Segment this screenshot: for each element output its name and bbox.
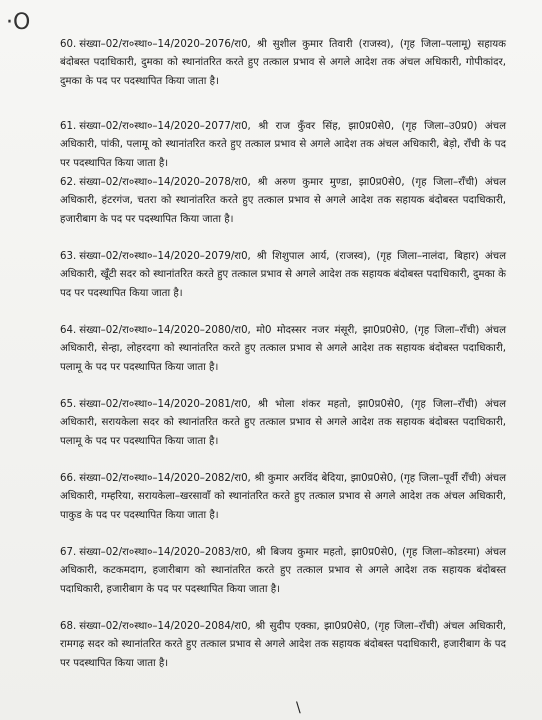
order-entry-67	[60, 544, 506, 618]
entry-text: संख्या–02/रा०स्था०–14/2020–2077/रा0, श्री राज कुँवर सिंह, झा0प्र0से0, (गृह जिला–उ0प्र0) अंचल अधिकारी, पांकी, पलामू को स्थानांतरित करते हुए तत्काल प्रभाव से अगले आदेश तक अंचल अधिकारी, बेड़ो, राँची के पद पर पदस्थापित किया जाता है।	[60, 121, 506, 169]
footer-mark: \	[296, 700, 301, 716]
order-entry-62	[60, 174, 506, 248]
entry-text: संख्या–02/रा०स्था०–14/2020–2080/रा0, मो0 मोदस्सर नजर मंसूरी, झा0प्र0से0, (गृह जिला–राँची) अंचल अधिकारी, सेन्हा, लोहरदगा को स्थानांतरित करते हुए तत्काल प्रभाव से अगले आदेश तक सहायक बंदोबस्त पदाधिकारी, पलामू के पद पर पदस्थापित किया जाता है।	[60, 325, 506, 373]
entry-text: संख्या–02/रा०स्था०–14/2020–2079/रा0, श्री शिशुपाल आर्य, (राजस्व), (गृह जिला–नालंदा, बिहार) अंचल अधिकारी, खूँटी सदर को स्थानांतरित करते हुए तत्काल प्रभाव से अगले आदेश तक सहायक बंदोबस्त पदाधिकारी, दुमका के पद पर पदस्थापित किया जाता है।	[60, 251, 506, 299]
entry-text: संख्या–02/रा०स्था०–14/2020–2076/रा0, श्री सुशील कुमार तिवारी (राजस्व), (गृह जिला–पलामू) सहायक बंदोबस्त पदाधिकारी, दुमका को स्थानांतरित करते हुए तत्काल प्रभाव से अगले आदेश तक अंचल अधिकारी, गोपीकांदर, दुमका के पद पर पदस्थापित किया जाता है।	[60, 39, 506, 87]
entry-number: 63.	[60, 251, 77, 262]
entry-number: 64.	[60, 325, 77, 336]
order-entry-66	[60, 470, 506, 544]
order-entry-68	[60, 618, 506, 692]
entry-text: संख्या–02/रा०स्था०–14/2020–2082/रा0, श्री कुमार अरविंद बेदिया, झा0प्र0से0, (गृह जिला–पूर्वी राँची) अंचल अधिकारी, गम्हरिया, सरायकेला–खरसावाँ को स्थानांतरित करते हुए तत्काल प्रभाव से अगले आदेश तक अंचल अधिकारी, पाकुड के पद पर पदस्थापित किया जाता है।	[60, 473, 506, 521]
order-entry-64	[60, 322, 506, 396]
entry-text: संख्या–02/रा०स्था०–14/2020–2084/रा0, श्री सुदीप एक्का, झा0प्र0से0, (गृह जिला–राँची) अंचल अधिकारी, रामगढ़ सदर को स्थानांतरित करते हुए तत्काल प्रभाव से अगले आदेश तक सहायक बंदोबस्त पदाधिकारी, हजारीबाग के पद पर पदस्थापित किया जाता है।	[60, 621, 506, 669]
entry-number: 65.	[60, 399, 77, 410]
entry-number: 60.	[60, 39, 77, 50]
entry-number: 68.	[60, 621, 77, 632]
entry-text: संख्या–02/रा०स्था०–14/2020–2081/रा0, श्री भोला शंकर महतो, झा0प्र0से0, (गृह जिला–राँची) अंचल अधिकारी, सरायकेला सदर को स्थानांतरित करते हुए तत्काल प्रभाव से अगले आदेश तक सहायक बंदोबस्त पदाधिकारी, पलामू के पद पर पदस्थापित किया जाता है।	[60, 399, 506, 447]
entry-number: 61.	[60, 121, 77, 132]
order-entry-63	[60, 248, 506, 322]
entry-number: 66.	[60, 473, 77, 484]
entry-number: 62.	[60, 177, 77, 188]
order-entry-60	[60, 36, 506, 118]
order-entry-61	[60, 118, 506, 174]
entry-text: संख्या–02/रा०स्था०–14/2020–2083/रा0, श्री बिजय कुमार महतो, झा0प्र0से0, (गृह जिला–कोडरमा) अंचल अधिकारी, कटकमदाग, हजारीबाग को स्थानांतरित करते हुए तत्काल प्रभाव से अगले आदेश तक सहायक बंदोबस्त पदाधिकारी, हजारीबाग के पद पर पदस्थापित किया जाता है।	[60, 547, 506, 595]
entry-number: 67.	[60, 547, 77, 558]
entry-text: संख्या–02/रा०स्था०–14/2020–2078/रा0, श्री अरुण कुमार मुण्डा, झा0प्र0से0, (गृह जिला–राँची) अंचल अधिकारी, हंटरगंज, चतरा को स्थानांतरित करते हुए तत्काल प्रभाव से अगले आदेश तक सहायक बंदोबस्त पदाधिकारी, हजारीबाग के पद पर पदस्थापित किया जाता है।	[60, 177, 506, 225]
order-entry-65	[60, 396, 506, 470]
order-list	[60, 36, 506, 692]
corner-mark: ·O	[6, 10, 31, 35]
